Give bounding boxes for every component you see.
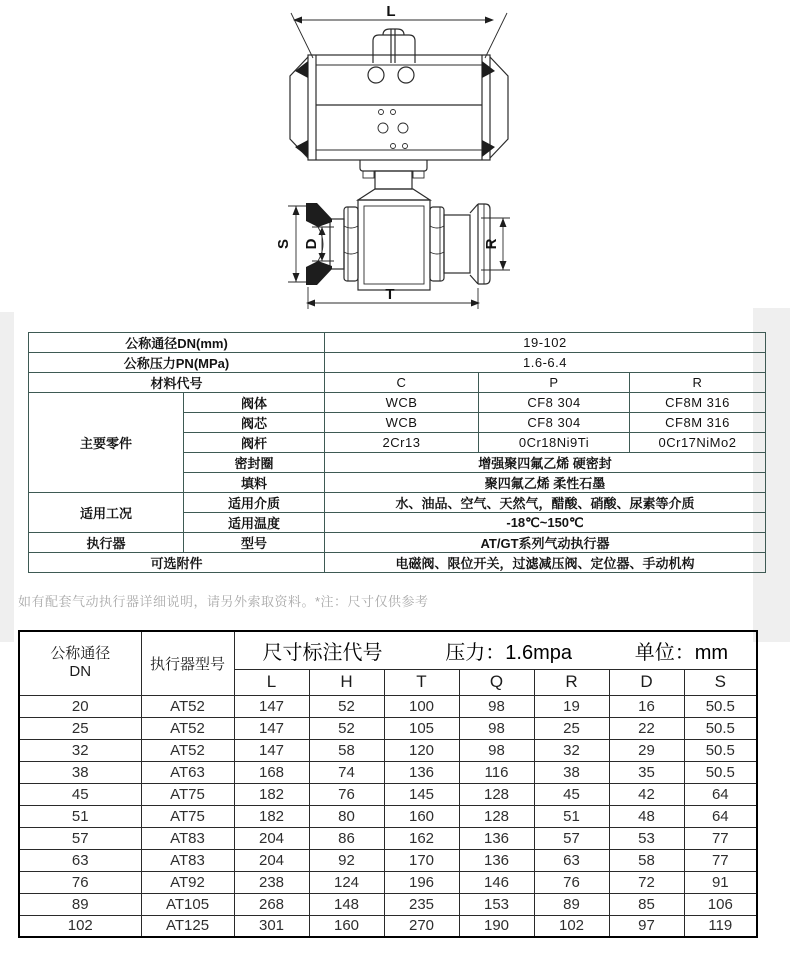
spec-value: CF8 304	[479, 393, 630, 413]
dimension-d	[303, 227, 334, 261]
dim-value-cell: 162	[384, 827, 459, 849]
col-header-R: R	[534, 669, 609, 695]
dn-cell: 45	[19, 783, 141, 805]
spec-value: CF8 304	[479, 413, 630, 433]
dim-value-cell: 48	[609, 805, 684, 827]
dim-value-cell: 85	[609, 893, 684, 915]
col-header-L: L	[234, 669, 309, 695]
dn-cell: 20	[19, 695, 141, 717]
dim-value-cell: 170	[384, 849, 459, 871]
spec-label: 阀体	[184, 393, 325, 413]
valve-body	[358, 200, 430, 290]
spec-value: -18℃~150℃	[325, 513, 766, 533]
dn-cell: 76	[19, 871, 141, 893]
dim-table-row	[19, 783, 757, 805]
dim-value-cell: 182	[234, 783, 309, 805]
dim-value-cell: 235	[384, 893, 459, 915]
dim-value-cell: 128	[459, 805, 534, 827]
dim-value-cell: 58	[609, 849, 684, 871]
dim-value-cell: 136	[459, 849, 534, 871]
col-header-Q: Q	[459, 669, 534, 695]
spec-value: 19-102	[325, 333, 766, 353]
dim-table-row	[19, 871, 757, 893]
actuator-body	[308, 55, 490, 160]
spec-row-dn	[29, 333, 766, 353]
spec-label: 公称通径DN(mm)	[29, 333, 325, 353]
dim-label-r: R	[483, 238, 500, 250]
actuator-model-cell: AT92	[141, 871, 234, 893]
dim-value-cell: 50.5	[684, 717, 757, 739]
dim-value-cell: 116	[459, 761, 534, 783]
dim-value-cell: 89	[534, 893, 609, 915]
actuator-model-cell: AT75	[141, 805, 234, 827]
spec-table	[28, 332, 766, 573]
dim-value-cell: 105	[384, 717, 459, 739]
dim-value-cell: 19	[534, 695, 609, 717]
dim-value-cell: 72	[609, 871, 684, 893]
dim-value-cell: 128	[459, 783, 534, 805]
actuator-model-cell: AT52	[141, 739, 234, 761]
col-header-H: H	[309, 669, 384, 695]
spec-label: 阀芯	[184, 413, 325, 433]
dimension-table	[18, 630, 758, 938]
dim-value-cell: 98	[459, 717, 534, 739]
dim-label-s: S	[275, 238, 292, 250]
dim-value-cell: 52	[309, 695, 384, 717]
col-header-T: T	[384, 669, 459, 695]
spec-group-label: 主要零件	[29, 393, 184, 493]
dim-value-cell: 45	[534, 783, 609, 805]
dim-value-cell: 204	[234, 827, 309, 849]
spec-value: WCB	[325, 413, 479, 433]
dn-cell: 63	[19, 849, 141, 871]
spec-value: 0Cr18Ni9Ti	[479, 433, 630, 453]
dim-value-cell: 22	[609, 717, 684, 739]
dim-value-cell: 301	[234, 915, 309, 937]
dim-value-cell: 76	[309, 783, 384, 805]
col-header-dn-line1: 公称通径	[50, 644, 111, 662]
span-header-title: 尺寸标注代号	[262, 641, 383, 664]
dn-cell: 57	[19, 827, 141, 849]
dim-value-cell: 57	[534, 827, 609, 849]
spec-value: 电磁阀、限位开关，过滤减压阀、定位器、手动机构	[325, 553, 766, 573]
dim-value-cell: 35	[609, 761, 684, 783]
col-header-dn-line2: DN	[69, 663, 92, 681]
dim-value-cell: 16	[609, 695, 684, 717]
spec-label: 适用温度	[184, 513, 325, 533]
dim-value-cell: 52	[309, 717, 384, 739]
dim-table-row	[19, 717, 757, 739]
dim-value-cell: 80	[309, 805, 384, 827]
spec-label: 密封圈	[184, 453, 325, 473]
dn-cell: 25	[19, 717, 141, 739]
spec-value: C	[325, 373, 479, 393]
dim-table-row	[19, 849, 757, 871]
footnote: 如有配套气动执行器详细说明，请另外索取资料。*注：尺寸仅供参考	[18, 594, 429, 609]
dim-value-cell: 77	[684, 827, 757, 849]
dim-value-cell: 238	[234, 871, 309, 893]
col-header-dn	[19, 631, 141, 695]
dim-value-cell: 124	[309, 871, 384, 893]
dim-value-cell: 160	[384, 805, 459, 827]
dn-cell: 102	[19, 915, 141, 937]
valve-technical-drawing	[0, 0, 790, 330]
dim-value-cell: 25	[534, 717, 609, 739]
actuator-model-cell: AT83	[141, 849, 234, 871]
dim-value-cell: 50.5	[684, 739, 757, 761]
spec-value: 2Cr13	[325, 433, 479, 453]
actuator-top-boss	[373, 29, 415, 63]
spec-group-label: 执行器	[29, 533, 184, 553]
dim-value-cell: 51	[534, 805, 609, 827]
dim-value-cell: 97	[609, 915, 684, 937]
dim-value-cell: 147	[234, 717, 309, 739]
dim-table-row	[19, 915, 757, 937]
dim-value-cell: 160	[309, 915, 384, 937]
dim-value-cell: 100	[384, 695, 459, 717]
spec-value: CF8M 316	[630, 393, 766, 413]
actuator-model-cell: AT125	[141, 915, 234, 937]
actuator-model-cell: AT52	[141, 717, 234, 739]
spec-value: 增强聚四氟乙烯 硬密封	[325, 453, 766, 473]
dim-value-cell: 268	[234, 893, 309, 915]
dim-table-header-row-1	[19, 631, 757, 669]
actuator-model-cell: AT105	[141, 893, 234, 915]
actuator-model-cell: AT52	[141, 695, 234, 717]
dim-label-d: D	[303, 238, 320, 250]
col-header-D: D	[609, 669, 684, 695]
dim-value-cell: 98	[459, 739, 534, 761]
air-port-left	[368, 67, 384, 83]
dimension-t	[306, 286, 480, 309]
dim-table-row	[19, 695, 757, 717]
spec-row-pn	[29, 353, 766, 373]
spec-value: 水、油品、空气、天然气，醋酸、硝酸、尿素等介质	[325, 493, 766, 513]
dim-value-cell: 86	[309, 827, 384, 849]
span-header-unit: 单位：mm	[634, 641, 729, 664]
dim-value-cell: 153	[459, 893, 534, 915]
dimension-l	[291, 3, 507, 58]
dim-value-cell: 42	[609, 783, 684, 805]
dim-value-cell: 102	[534, 915, 609, 937]
dim-value-cell: 196	[384, 871, 459, 893]
spec-row-accessories	[29, 553, 766, 573]
dim-value-cell: 190	[459, 915, 534, 937]
spec-label: 型号	[184, 533, 325, 553]
dim-value-cell: 58	[309, 739, 384, 761]
spec-label: 材料代号	[29, 373, 325, 393]
dim-value-cell: 182	[234, 805, 309, 827]
air-port-right	[398, 67, 414, 83]
spec-value: WCB	[325, 393, 479, 413]
dim-value-cell: 168	[234, 761, 309, 783]
dim-value-cell: 147	[234, 695, 309, 717]
dim-table-body	[19, 695, 757, 937]
dim-value-cell: 147	[234, 739, 309, 761]
dim-value-cell: 38	[534, 761, 609, 783]
dim-value-cell: 204	[234, 849, 309, 871]
dn-cell: 38	[19, 761, 141, 783]
spec-label: 可选附件	[29, 553, 325, 573]
spec-value: 0Cr17NiMo2	[630, 433, 766, 453]
dim-value-cell: 146	[459, 871, 534, 893]
spec-value: CF8M 316	[630, 413, 766, 433]
dim-table-row	[19, 893, 757, 915]
dim-table-row	[19, 761, 757, 783]
union-nuts	[344, 207, 444, 281]
spec-row-actuator	[29, 533, 766, 553]
dim-value-cell: 64	[684, 805, 757, 827]
spec-label: 适用介质	[184, 493, 325, 513]
dim-value-cell: 63	[534, 849, 609, 871]
dim-value-cell: 270	[384, 915, 459, 937]
span-header-pressure: 压力：1.6mpa	[445, 641, 572, 664]
dim-value-cell: 98	[459, 695, 534, 717]
dim-label-l: L	[386, 3, 396, 20]
spec-value: 聚四氟乙烯 柔性石墨	[325, 473, 766, 493]
dim-value-cell: 120	[384, 739, 459, 761]
dim-value-cell: 32	[534, 739, 609, 761]
spec-value: 1.6-6.4	[325, 353, 766, 373]
dim-value-cell: 106	[684, 893, 757, 915]
dim-value-cell: 64	[684, 783, 757, 805]
col-header-S: S	[684, 669, 757, 695]
dim-value-cell: 91	[684, 871, 757, 893]
dim-value-cell: 145	[384, 783, 459, 805]
dim-value-cell: 77	[684, 849, 757, 871]
dn-cell: 51	[19, 805, 141, 827]
actuator-model-cell: AT63	[141, 761, 234, 783]
spec-row-material-code	[29, 373, 766, 393]
spec-group-label: 适用工况	[29, 493, 184, 533]
page-background-strip-left	[0, 312, 14, 642]
spec-row-medium	[29, 493, 766, 513]
dim-table-row	[19, 739, 757, 761]
actuator-model-cell: AT83	[141, 827, 234, 849]
dim-value-cell: 119	[684, 915, 757, 937]
dn-cell: 89	[19, 893, 141, 915]
spec-label: 公称压力PN(MPa)	[29, 353, 325, 373]
dn-cell: 32	[19, 739, 141, 761]
actuator-model-cell: AT75	[141, 783, 234, 805]
dim-value-cell: 50.5	[684, 761, 757, 783]
dim-value-cell: 76	[534, 871, 609, 893]
dim-table-span-header	[234, 631, 757, 669]
dim-value-cell: 92	[309, 849, 384, 871]
spec-value: AT/GT系列气动执行器	[325, 533, 766, 553]
spec-value: P	[479, 373, 630, 393]
mounting-bracket	[358, 160, 430, 200]
spec-label: 填料	[184, 473, 325, 493]
col-header-actuator-model: 执行器型号	[141, 631, 234, 695]
spec-row-body	[29, 393, 766, 413]
dim-value-cell: 53	[609, 827, 684, 849]
dim-value-cell: 50.5	[684, 695, 757, 717]
dim-value-cell: 136	[459, 827, 534, 849]
spec-value: R	[630, 373, 766, 393]
dim-value-cell: 136	[384, 761, 459, 783]
dim-value-cell: 29	[609, 739, 684, 761]
spec-label: 阀杆	[184, 433, 325, 453]
dimension-s	[275, 206, 306, 282]
dim-value-cell: 74	[309, 761, 384, 783]
dim-value-cell: 148	[309, 893, 384, 915]
dim-label-t: T	[385, 286, 395, 303]
dim-table-row	[19, 805, 757, 827]
dim-table-row	[19, 827, 757, 849]
dimension-r	[481, 218, 510, 270]
